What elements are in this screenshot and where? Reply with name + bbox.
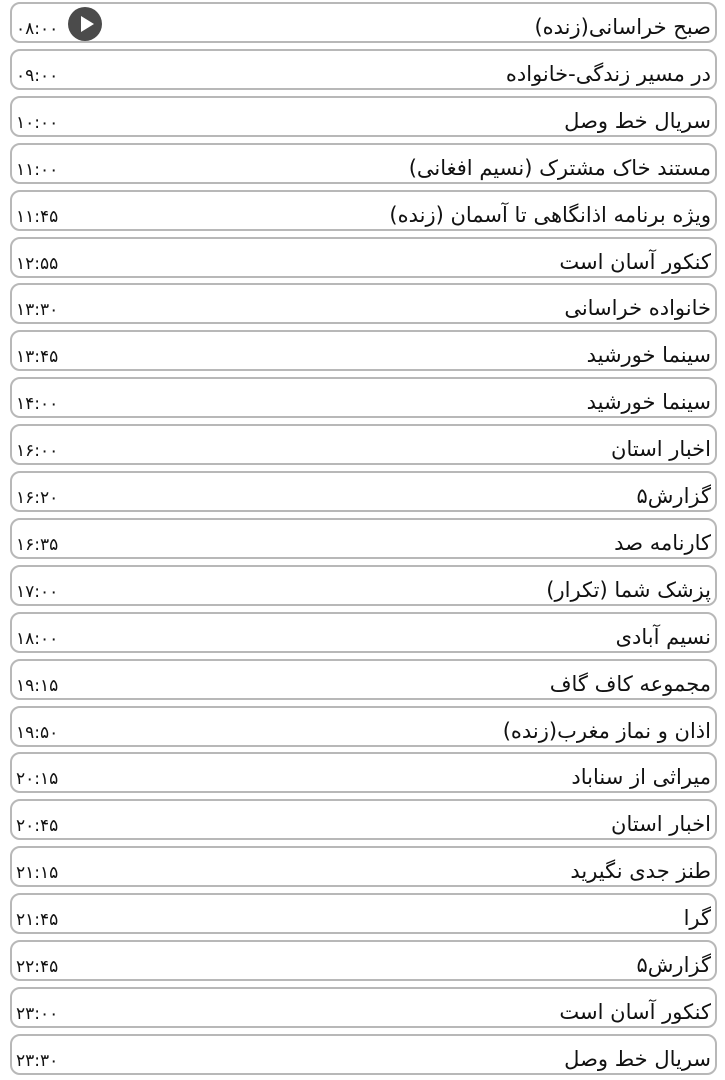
program-row[interactable] — [10, 190, 717, 231]
program-title: گزارش۵ — [636, 484, 711, 508]
program-row[interactable] — [10, 330, 717, 371]
play-triangle — [81, 16, 94, 32]
program-row[interactable] — [10, 893, 717, 934]
program-title: در مسیر زندگی-خانواده — [505, 61, 711, 86]
program-row[interactable] — [10, 752, 717, 793]
program-time: ۲۱:۱۵ — [16, 863, 59, 884]
program-row[interactable] — [10, 706, 717, 747]
program-time: ۱۱:۰۰ — [16, 159, 59, 180]
program-time: ۱۸:۰۰ — [16, 628, 59, 649]
program-time: ۲۰:۴۵ — [16, 816, 59, 837]
program-time: ۲۱:۴۵ — [16, 910, 59, 931]
program-time: ۱۴:۰۰ — [16, 394, 59, 415]
program-title: اذان و نماز مغرب(زنده) — [502, 718, 711, 743]
program-title: مستند خاک مشترک (نسیم افغانی) — [408, 155, 711, 180]
program-row[interactable] — [10, 987, 717, 1028]
program-time: ۱۱:۴۵ — [16, 206, 59, 227]
program-row[interactable] — [10, 424, 717, 465]
program-time: ۱۳:۳۰ — [16, 300, 59, 321]
program-title: کارنامه صد — [614, 530, 711, 555]
program-row[interactable] — [10, 471, 717, 512]
program-time: ۱۶:۳۵ — [16, 534, 59, 555]
program-title: خانواده خراسانی — [564, 296, 711, 321]
program-title: صبح خراسانی(زنده) — [534, 15, 711, 39]
program-row[interactable] — [10, 237, 717, 278]
program-title: طنز جدی نگیرید — [570, 859, 711, 884]
program-title: سینما خورشید — [586, 390, 711, 415]
program-time: ۱۷:۰۰ — [16, 581, 59, 602]
program-row[interactable] — [10, 612, 717, 653]
program-time: ۱۶:۲۰ — [16, 488, 59, 508]
program-title: سریال خط وصل — [564, 1046, 711, 1071]
program-title: سینما خورشید — [586, 343, 711, 368]
program-title: سریال خط وصل — [564, 108, 711, 133]
program-title: گرا — [683, 906, 711, 931]
program-row[interactable] — [10, 940, 717, 981]
play-icon[interactable] — [68, 7, 102, 41]
program-time: ۱۹:۵۰ — [16, 722, 59, 743]
program-row[interactable] — [10, 377, 717, 418]
program-title: کنکور آسان است — [559, 999, 711, 1024]
program-row[interactable] — [10, 518, 717, 559]
program-title: پزشک شما (تکرار) — [546, 577, 711, 602]
program-time: ۲۳:۳۰ — [16, 1050, 59, 1071]
program-time: ۲۲:۴۵ — [16, 957, 59, 977]
program-row[interactable] — [10, 1034, 717, 1075]
program-row[interactable] — [10, 96, 717, 137]
program-row[interactable] — [10, 565, 717, 606]
program-time: ۲۳:۰۰ — [16, 1003, 59, 1024]
program-title: گزارش۵ — [636, 953, 711, 977]
program-row[interactable] — [10, 846, 717, 887]
program-time: ۰۹:۰۰ — [16, 65, 59, 86]
program-row[interactable] — [10, 799, 717, 840]
program-row[interactable] — [10, 659, 717, 700]
program-time: ۰۸:۰۰ — [16, 19, 59, 39]
program-row[interactable] — [10, 49, 717, 90]
program-time: ۱۰:۰۰ — [16, 112, 59, 133]
program-time: ۱۲:۵۵ — [16, 253, 59, 274]
program-title: میراثی از سناباد — [571, 765, 711, 790]
program-row[interactable] — [10, 283, 717, 324]
program-title: اخبار استان — [611, 812, 711, 837]
program-row[interactable] — [10, 143, 717, 184]
program-row[interactable] — [10, 2, 717, 43]
program-title: کنکور آسان است — [559, 249, 711, 274]
program-time: ۱۹:۱۵ — [16, 675, 59, 696]
program-time: ۲۰:۱۵ — [16, 769, 59, 790]
program-title: نسیم آبادی — [615, 624, 711, 649]
program-title: اخبار استان — [611, 437, 711, 462]
program-time: ۱۳:۴۵ — [16, 347, 59, 368]
program-title: مجموعه کاف گاف — [549, 671, 711, 696]
program-title: ویژه برنامه اذانگاهی تا آسمان (زنده) — [389, 202, 711, 227]
program-time: ۱۶:۰۰ — [16, 441, 59, 462]
